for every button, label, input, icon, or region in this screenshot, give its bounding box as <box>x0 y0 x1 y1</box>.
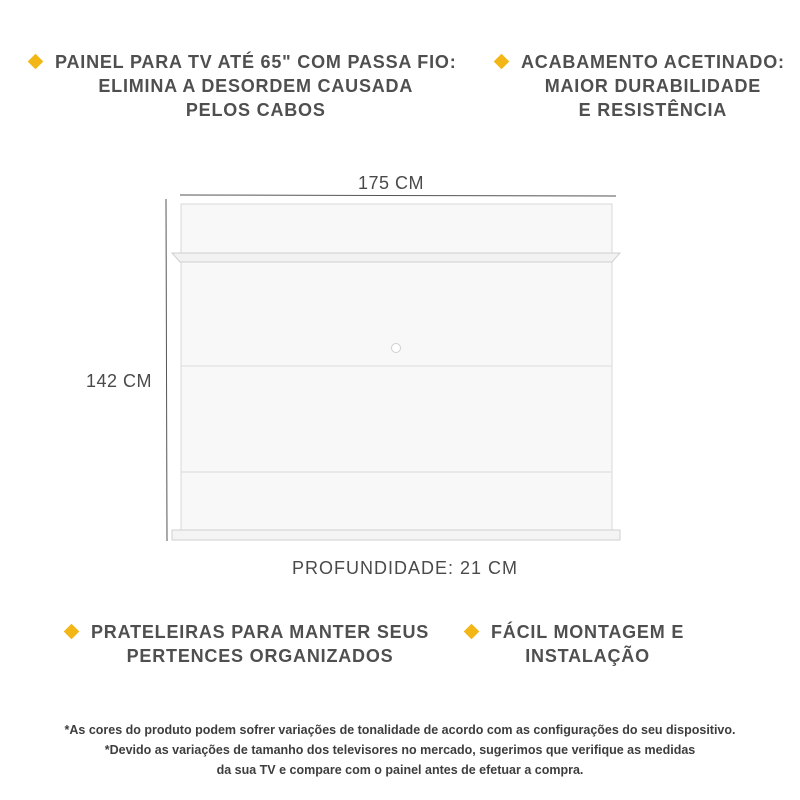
diamond-bullet-icon <box>28 54 44 70</box>
disclaimer-line: da sua TV e compare com o painel antes de efetuar a compra. <box>216 763 584 777</box>
feature-line: PERTENCES ORGANIZADOS <box>126 646 394 666</box>
feature-line: E RESISTÊNCIA <box>578 100 728 120</box>
feature-line: PELOS CABOS <box>185 100 326 120</box>
feature-line: ELIMINA A DESORDEM CAUSADA <box>98 76 414 96</box>
feature-shelves-text <box>91 620 429 668</box>
depth-dimension-label: PROFUNDIDADE: 21 CM <box>292 558 519 578</box>
height-dimension-line <box>166 199 167 541</box>
feature-tv-panel <box>30 50 460 122</box>
bottom-shelf <box>172 530 620 540</box>
height-dimension-label: 142 CM <box>86 371 153 391</box>
cable-hole-icon <box>392 344 401 353</box>
diamond-bullet-icon <box>494 54 510 70</box>
feature-line: ACABAMENTO ACETINADO: <box>521 52 785 72</box>
feature-line: INSTALAÇÃO <box>525 646 650 666</box>
disclaimer-line: *As cores do produto podem sofrer variações de tonalidade de acordo com as configurações do seu dispositivo. <box>64 723 736 737</box>
feature-line: PAINEL PARA TV ATÉ 65" COM PASSA FIO: <box>55 52 457 72</box>
width-dimension-label: 175 CM <box>358 173 425 193</box>
feature-line: FÁCIL MONTAGEM E <box>491 622 685 642</box>
width-dimension-line <box>180 195 616 196</box>
tv-panel-diagram <box>150 185 630 555</box>
feature-finish-text <box>521 50 785 122</box>
top-shelf <box>172 253 620 262</box>
disclaimer-line: *Devido as variações de tamanho dos televisores no mercado, sugerimos que verifique as medidas <box>104 743 696 757</box>
feature-line: PRATELEIRAS PARA MANTER SEUS <box>91 622 430 642</box>
feature-assembly <box>466 620 726 668</box>
feature-line: MAIOR DURABILIDADE <box>544 76 762 96</box>
diamond-bullet-icon <box>64 624 80 640</box>
feature-finish <box>496 50 796 122</box>
feature-tv-panel-text <box>55 50 457 122</box>
feature-shelves <box>66 620 436 668</box>
disclaimer-notes <box>0 720 800 780</box>
feature-assembly-text <box>491 620 684 668</box>
diamond-bullet-icon <box>464 624 480 640</box>
